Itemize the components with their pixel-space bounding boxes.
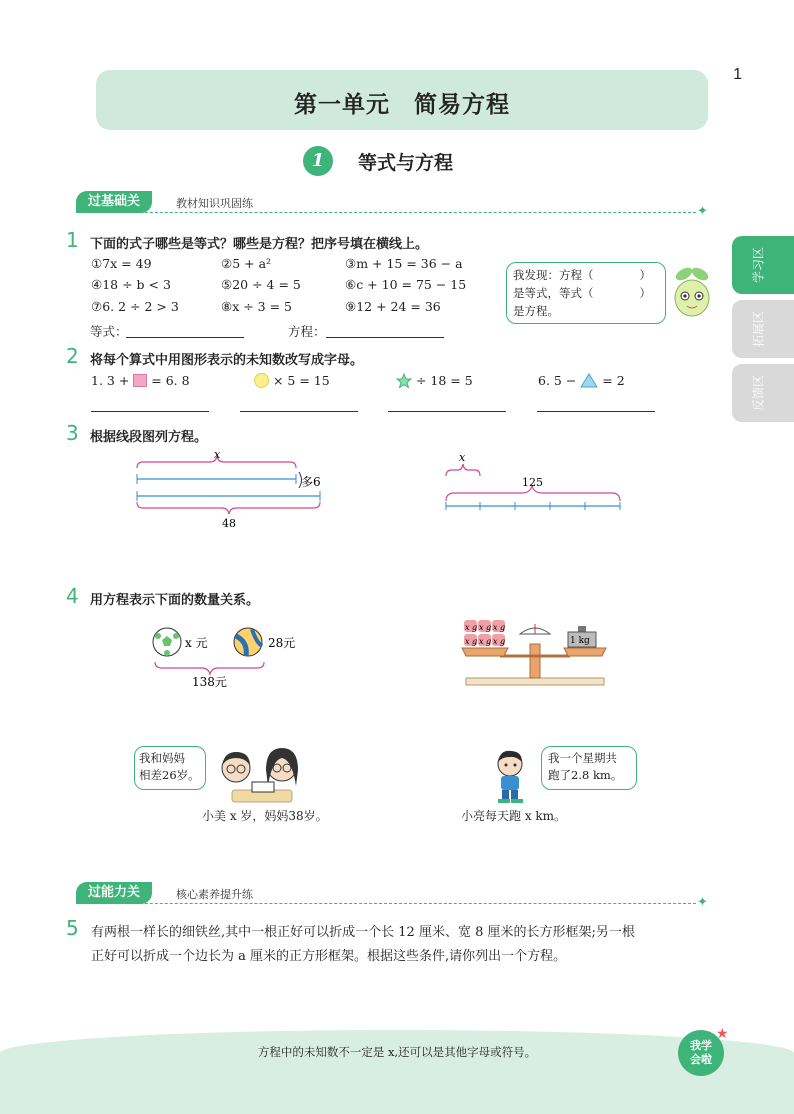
yellow-circle-icon	[254, 373, 269, 388]
q2-answer-line[interactable]	[388, 411, 506, 412]
blue-triangle-icon	[580, 373, 598, 388]
q2-item: 6. 5 − = 2	[538, 373, 625, 388]
q2-item: ÷ 18 = 5	[396, 373, 473, 388]
equation-label: 方程：	[288, 324, 326, 339]
side-tab-study[interactable]: 学习区	[732, 236, 794, 294]
gram-weight-icons	[464, 620, 505, 646]
question-number: 5	[66, 916, 79, 940]
diagram2-x-label: x	[459, 451, 466, 464]
question-text: 下面的式子哪些是等式？哪些是方程？把序号填在横线上。	[90, 237, 429, 252]
balance-scale-figure	[460, 616, 608, 690]
section-tab-ability: 过能力关	[76, 882, 152, 904]
svg-text:x g: x g	[479, 637, 492, 646]
lesson-number: 1	[303, 146, 333, 176]
q1-item: ⑦6. 2 ÷ 2 > 3	[91, 299, 179, 314]
question-number: 4	[66, 584, 79, 608]
sprout-mascot-icon	[670, 264, 714, 320]
footer-tip: 方程中的未知数不一定是 x,还可以是其他字母或符号。	[257, 1045, 537, 1059]
star-icon: ✦	[697, 204, 708, 219]
q5-line: 有两根一样长的细铁丝,其中一根正好可以折成一个长 12 厘米、宽 8 厘米的长方形框架;另一根	[91, 925, 635, 940]
q1-item: ⑨12 + 24 = 36	[345, 299, 441, 314]
diagram1-total-label: 48	[222, 517, 236, 530]
equation-answer-line[interactable]	[326, 337, 444, 338]
q1-item: ⑧x ÷ 3 = 5	[221, 299, 293, 314]
q1-item: ⑥c + 10 = 75 − 15	[345, 277, 467, 292]
q1-item: ③m + 15 = 36 − a	[345, 256, 463, 271]
side-tab-feedback[interactable]: 反馈区	[732, 364, 794, 422]
diagram1-more-label: 多6	[301, 475, 321, 489]
diagram1-x-label: x	[214, 448, 221, 461]
diagram2-total-label: 125	[522, 476, 543, 489]
green-star-icon	[396, 373, 412, 388]
question-text: 用方程表示下面的数量关系。	[90, 593, 260, 608]
q2-answer-line[interactable]	[537, 411, 655, 412]
caption-xiaomei: 小美 x 岁，妈妈38岁。	[202, 809, 328, 823]
question-text: 根据线段图列方程。	[90, 430, 208, 445]
svg-text:x g: x g	[465, 623, 478, 632]
footer-band	[0, 1030, 794, 1114]
side-tab-extend[interactable]: 拓展区	[732, 300, 794, 358]
svg-text:x g: x g	[493, 623, 506, 632]
q2-item: 1. 3 + = 6. 8	[91, 373, 190, 388]
section-subtitle-basic: 教材知识巩固练	[176, 197, 253, 210]
q1-item: ①7x = 49	[91, 256, 152, 271]
boy-running-illustration	[484, 748, 540, 804]
star-icon: ✦	[697, 895, 708, 910]
section-subtitle-ability: 核心素养提升练	[176, 888, 253, 901]
red-star-icon: ★	[716, 1026, 729, 1042]
q1-item: ⑤20 ÷ 4 = 5	[221, 277, 301, 292]
q5-line: 正好可以折成一个边长为 a 厘米的正方形框架。根据这些条件,请你列出一个方程。	[91, 949, 567, 964]
question-text: 将每个算式中用图形表示的未知数改写成字母。	[90, 353, 364, 368]
speech-bubble-xiaoliang: 我一个星期共 跑了2.8 km。	[541, 746, 637, 790]
ball2-price: 28元	[268, 636, 296, 650]
question-number: 1	[66, 228, 79, 252]
mother-daughter-illustration	[212, 746, 310, 804]
q2-answer-line[interactable]	[240, 411, 358, 412]
section-divider	[90, 212, 696, 213]
svg-text:1 kg: 1 kg	[570, 636, 590, 646]
equality-label: 等式：	[90, 324, 128, 339]
svg-text:x g: x g	[493, 637, 506, 646]
question-number: 3	[66, 421, 79, 445]
ball1-price: x 元	[185, 636, 208, 650]
segment-diagram-1	[130, 448, 330, 532]
balls-total-label: 138元	[192, 675, 227, 689]
speech-bubble-mom: 我和妈妈 相差26岁。	[134, 746, 206, 790]
page-number: 1	[733, 66, 742, 83]
kilogram-weight-icon	[568, 626, 596, 647]
hint-bubble: 我发现：方程（ ） 是等式，等式（ ） 是方程。	[506, 262, 666, 324]
q1-item: ②5 + a²	[221, 256, 272, 271]
question-number: 2	[66, 344, 79, 368]
q1-item: ④18 ÷ b < 3	[91, 277, 171, 292]
footer-badge: 我学 会啦	[678, 1030, 724, 1076]
volleyball-icon	[234, 628, 262, 656]
unit-title: 第一单元 简易方程	[294, 92, 510, 118]
svg-text:x g: x g	[479, 623, 492, 632]
balls-figure	[152, 624, 312, 690]
q2-answer-line[interactable]	[91, 411, 209, 412]
pink-square-icon	[133, 374, 147, 387]
section-tab-basic: 过基础关	[76, 191, 152, 213]
section-divider	[90, 903, 696, 904]
soccer-ball-icon	[153, 628, 181, 656]
svg-text:x g: x g	[465, 637, 478, 646]
lesson-title: 等式与方程	[358, 152, 454, 174]
equality-answer-line[interactable]	[126, 337, 244, 338]
q2-item: × 5 = 15	[254, 373, 330, 388]
caption-xiaoliang: 小亮每天跑 x km。	[461, 809, 567, 823]
segment-diagram-2	[440, 448, 630, 514]
